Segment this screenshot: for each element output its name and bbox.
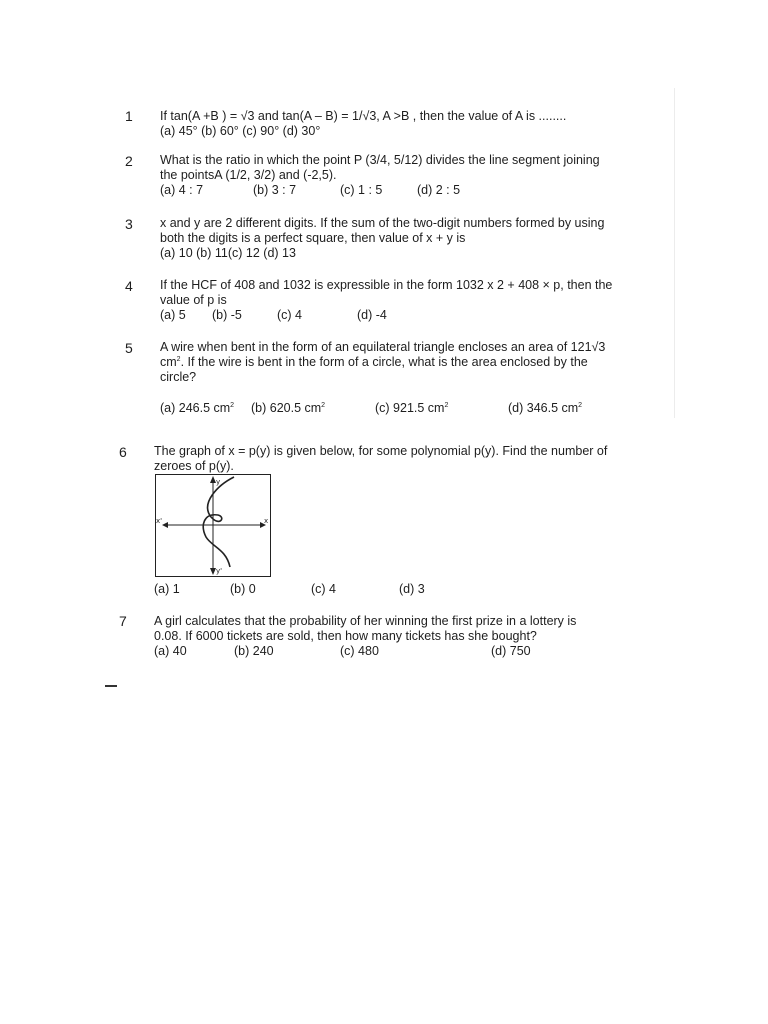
option-c: (c) 4 — [277, 308, 302, 322]
question-number: 6 — [119, 444, 127, 460]
unit-text: cm — [160, 355, 177, 369]
y-prime-axis-label: y' — [216, 567, 223, 575]
option-b: (b) 0 — [230, 582, 256, 596]
option-c: (c) 1 : 5 — [340, 183, 383, 197]
option-d: (d) 3 — [399, 582, 425, 596]
option-c: (c) 4 — [311, 582, 336, 596]
stray-dash-mark — [105, 685, 117, 687]
x-axis-left-arrow — [162, 522, 168, 528]
option-a: (a) 40 — [154, 644, 187, 658]
question-number: 1 — [125, 108, 133, 124]
option-d: (d) -4 — [357, 308, 387, 322]
option-b: (b) 240 — [234, 644, 274, 658]
question-text: If the HCF of 408 and 1032 is expressible in the form 1032 x 2 + 408 × p, then the — [160, 278, 613, 292]
question-number: 4 — [125, 278, 133, 294]
question-text: A wire when bent in the form of an equilateral triangle encloses an area of 121√3 — [160, 340, 606, 354]
option-a: (a) 4 : 7 — [160, 183, 204, 197]
question-number: 3 — [125, 216, 133, 232]
question-text: circle? — [160, 370, 197, 384]
y-axis-label: y — [216, 478, 221, 486]
question-text: If tan(A +B ) = √3 and tan(A – B) = 1/√3, A >B , then the value of A is ........ — [160, 109, 567, 123]
polynomial-graph — [155, 474, 271, 577]
x-prime-axis-label: x' — [156, 517, 163, 525]
polynomial-curve — [203, 477, 234, 567]
option-a: (a) 246.5 $cm^2$ — [160, 401, 235, 415]
question-text: What is the ratio in which the point P (3/4, 5/12) divides the line segment joining — [160, 153, 600, 167]
question-text: x and y are 2 different digits. If the sum of the two-digit numbers formed by using — [160, 216, 605, 230]
question-options: (a) 45° (b) 60° (c) 90° (d) 30° — [160, 124, 321, 138]
superscript: 2 — [176, 356, 181, 363]
option-d: (d) 750 — [491, 644, 531, 658]
option-a: (a) 1 — [154, 582, 180, 596]
option-b: (b) 3 : 7 — [253, 183, 297, 197]
question-text: the pointsA (1/2, 3/2) and (-2,5). — [160, 168, 337, 182]
question-text: zeroes of p(y). — [154, 459, 234, 473]
question-text: both the digits is a perfect square, then value of x + y is — [160, 231, 466, 245]
question-text: The graph of x = p(y) is given below, for some polynomial p(y). Find the number of — [154, 444, 608, 458]
option-c: (c) 480 — [340, 644, 379, 658]
x-axis-label: x — [264, 517, 269, 525]
question-number: 2 — [125, 153, 133, 169]
question-text: A girl calculates that the probability of her winning the first prize in a lottery is — [154, 614, 577, 628]
option-b: (b) 620.5 $cm^2$ — [251, 401, 326, 415]
question-text: value of p is — [160, 293, 227, 307]
question-options: (a) 10 (b) 11(c) 12 (d) 13 — [160, 246, 296, 260]
option-d: (d) 346.5 $cm^2$ — [508, 401, 583, 415]
option-a: (a) 5 — [160, 308, 186, 322]
option-c: (c) 921.5 $cm^2$ — [375, 401, 449, 415]
question-number: 7 — [119, 613, 127, 629]
page-edge-line — [674, 88, 675, 418]
option-b: (b) -5 — [212, 308, 242, 322]
question-number: 5 — [125, 340, 133, 356]
question-text: . If the wire is bent in the form of a circle, what is the area enclosed by the — [180, 355, 588, 369]
option-d: (d) 2 : 5 — [417, 183, 461, 197]
question-text: 0.08. If 6000 tickets are sold, then how many tickets has she bought? — [154, 629, 537, 643]
